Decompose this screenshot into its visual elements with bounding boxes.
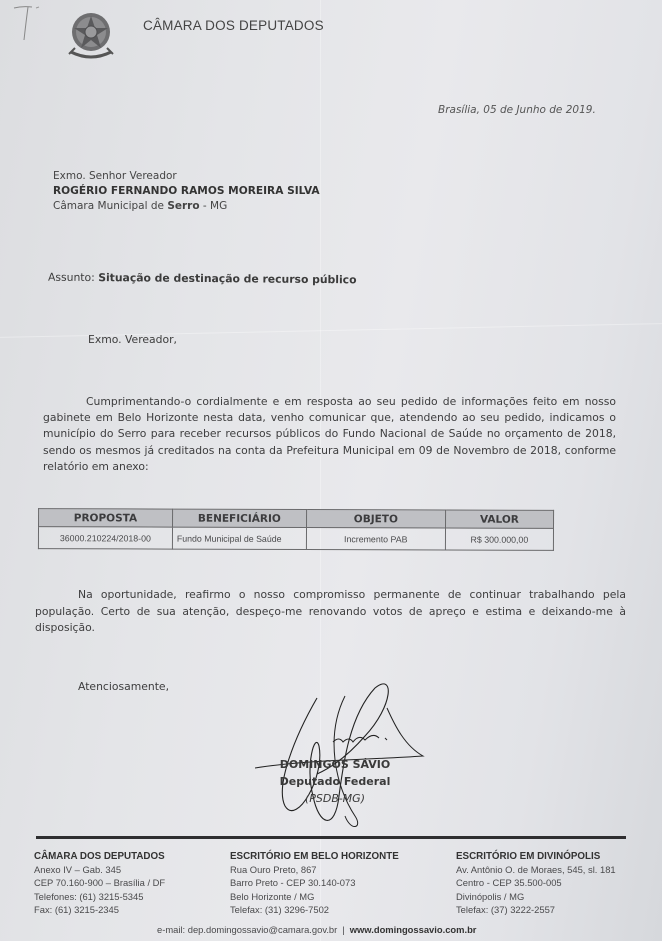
column-header-valor: VALOR [445, 510, 553, 528]
footer-line: Belo Horizonte / MG [230, 890, 315, 902]
signatory-block [275, 756, 395, 807]
footer-line: Anexo IV – Gab. 345 [34, 864, 122, 876]
column-header-beneficiario: BENEFICIÁRIO [172, 509, 306, 527]
table-row [38, 527, 553, 551]
recipient-block [53, 169, 320, 214]
footer-line: Rua Ouro Preto, 867 [230, 864, 317, 876]
resource-table [38, 508, 554, 551]
footer-line: Barro Preto - CEP 30.140-073 [230, 877, 356, 889]
subject-line [48, 271, 357, 287]
footer-line: CEP 70.160-900 – Brasília / DF [34, 877, 166, 889]
footer-email: e-mail: dep.domingossavio@camara.gov.br [157, 924, 338, 935]
subject-label: Assunto: [47, 270, 99, 285]
recipient-title: Exmo. Senhor Vereador [53, 170, 177, 182]
column-header-proposta: PROPOSTA [39, 509, 173, 527]
org-suffix: - MG [199, 200, 228, 212]
body-paragraph-2: Na oportunidade, reafirmo o nosso compromisso permanente de continuar trabalhando pela população. Certo de sua atenção, despeço-me renovando votos de apreço e estima e deixando-me à disposição. [35, 588, 626, 634]
footer-column-belo-horizonte [230, 850, 399, 916]
footer-line: Divinópolis / MG [456, 890, 525, 902]
cell-proposta: 36000.210224/2018-00 [38, 527, 172, 549]
footer-column-brasilia [34, 850, 165, 916]
signatory-party: (PSDB-MG) [304, 792, 365, 805]
greeting: Exmo. Vereador, [88, 333, 177, 346]
footer-website: www.domingossavio.com.br [349, 924, 477, 935]
footer-contact-line [157, 924, 476, 935]
footer-title: CÂMARA DOS DEPUTADOS [34, 851, 165, 862]
footer-title: ESCRITÓRIO EM BELO HORIZONTE [230, 851, 399, 862]
footer-line: Av. Antônio O. de Moraes, 545, sl. 181 [456, 864, 616, 876]
footer-line: Fax: (61) 3215-2345 [34, 903, 119, 915]
date-line: Brasília, 05 de Junho de 2019. [438, 104, 596, 116]
footer-separator: | [342, 924, 345, 935]
institution-name: CÂMARA DOS DEPUTADOS [143, 18, 324, 33]
pen-mark-icon [8, 2, 48, 42]
footer-line: Telefax: (37) 3222-2557 [456, 903, 556, 915]
coat-of-arms-icon [63, 8, 119, 64]
subject-text: Situação de destinação de recurso público [98, 271, 357, 287]
body-paragraph-1: Cumprimentando-o cordialmente e em resposta ao seu pedido de informações feito em nosso gabinete em Belo Horizonte nesta data, venho comunicar que, atendendo ao seu pedido, indicamos o município do Serro para receber recursos públicos do Fundo Nacional de Saúde no orçamento de 2018, sendo os mesmos já creditados na conta da Prefeitura Municipal em 09 de Novembro de 2018, conforme relatório em anexo: [43, 395, 616, 473]
footer-line: Telefax: (31) 3296-7502 [230, 903, 330, 915]
cell-valor: R$ 300.000,00 [445, 528, 553, 550]
cell-beneficiario: Fundo Municipal de Saúde [172, 527, 306, 549]
signatory-name: DOMINGOS SÁVIO [279, 758, 391, 771]
footer-line: Telefones: (61) 3215-5345 [34, 890, 144, 902]
org-prefix: Câmara Municipal de [53, 200, 168, 212]
table-header-row [39, 509, 554, 529]
org-city: Serro [167, 200, 200, 212]
cell-objeto: Incremento PAB [306, 528, 445, 550]
footer-line: Centro - CEP 35.500-005 [456, 877, 562, 889]
closing: Atenciosamente, [78, 680, 170, 693]
column-header-objeto: OBJETO [306, 510, 445, 528]
signatory-role: Deputado Federal [279, 775, 391, 788]
footer-column-divinopolis [456, 850, 616, 916]
footer-divider [36, 836, 626, 839]
footer-title: ESCRITÓRIO EM DIVINÓPOLIS [456, 851, 601, 862]
recipient-organization [53, 199, 320, 214]
recipient-name: ROGÉRIO FERNANDO RAMOS MOREIRA SILVA [53, 185, 320, 197]
